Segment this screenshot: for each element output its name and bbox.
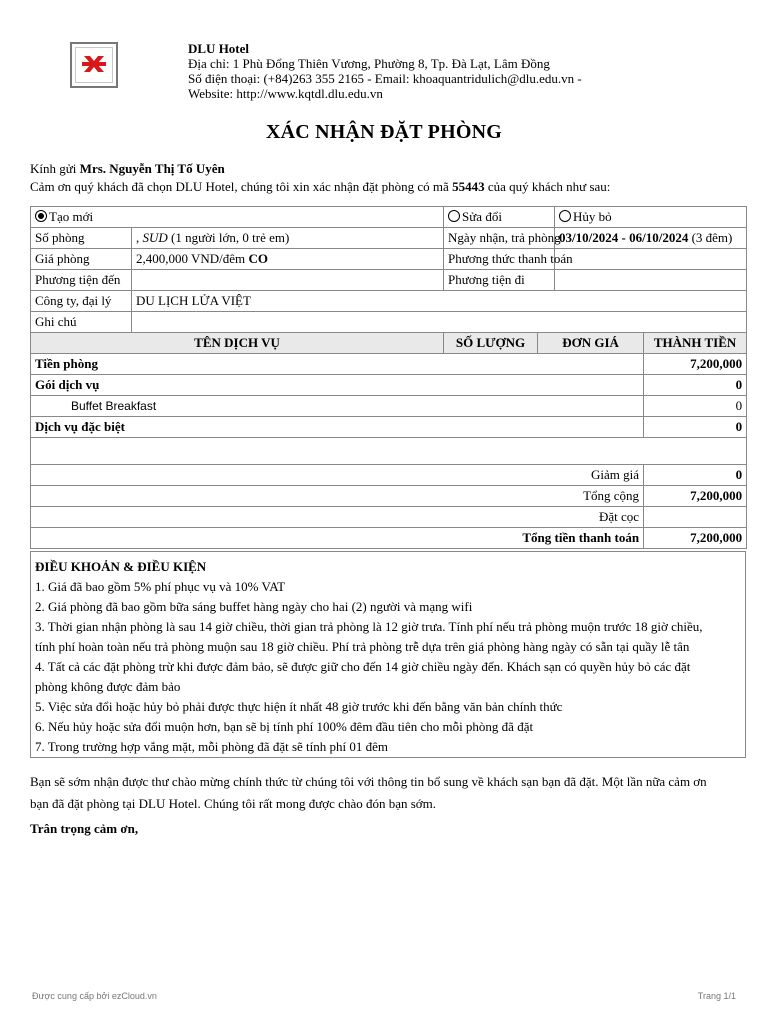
status-cancel[interactable] xyxy=(555,207,747,228)
broken-image-icon xyxy=(82,52,106,76)
room-charge-amount: 7,200,000 xyxy=(644,354,747,375)
radio-checked-icon[interactable] xyxy=(35,210,47,222)
service-row-package xyxy=(31,375,747,396)
deposit-amount xyxy=(644,507,747,528)
payment-value xyxy=(555,249,747,270)
room-prefix: , xyxy=(136,230,143,245)
radio-unchecked-icon[interactable] xyxy=(448,210,460,222)
room-value xyxy=(132,228,444,249)
package-item-amount: 0 xyxy=(644,396,747,417)
service-row-room xyxy=(31,354,747,375)
total-row-discount xyxy=(31,465,747,486)
dates-label: Ngày nhận, trả phòng xyxy=(444,228,555,249)
room-label: Số phòng xyxy=(31,228,132,249)
sign-off: Trân trọng cảm ơn, xyxy=(30,821,139,836)
spacer-cell xyxy=(31,438,747,465)
info-row-company xyxy=(31,291,747,312)
price-label: Giá phòng xyxy=(31,249,132,270)
info-row-room xyxy=(31,228,747,249)
radio-unchecked-icon[interactable] xyxy=(559,210,571,222)
hotel-address: Địa chỉ: 1 Phù Đổng Thiên Vương, Phường 8, Tp. Đà Lạt, Lâm Đồng xyxy=(188,56,550,71)
status-edit-label: Sửa đổi xyxy=(462,209,502,224)
info-row-transport xyxy=(31,270,747,291)
terms-line: phòng không được đảm bảo xyxy=(35,679,181,694)
guest-name: Mrs. Nguyễn Thị Tố Uyên xyxy=(79,161,225,176)
hotel-name: DLU Hotel xyxy=(188,41,250,56)
status-cancel-label: Hủy bỏ xyxy=(573,209,612,224)
hotel-logo-placeholder xyxy=(70,42,118,88)
booking-code: 55443 xyxy=(452,179,485,194)
company-value: DU LỊCH LỬA VIỆT xyxy=(132,291,747,312)
spacer-row xyxy=(31,438,747,465)
package-amount: 0 xyxy=(644,375,747,396)
closing-paragraph xyxy=(30,771,746,815)
hotel-website: Website: http://www.kqtdl.dlu.edu.vn xyxy=(188,86,383,101)
deposit-label: Đặt cọc xyxy=(31,507,644,528)
discount-label: Giảm giá xyxy=(31,465,644,486)
room-charge-label: Tiền phòng xyxy=(31,354,644,375)
total-amount: 7,200,000 xyxy=(644,486,747,507)
confirmation-line xyxy=(30,178,610,196)
confirmation-pre: Cảm ơn quý khách đã chọn DLU Hotel, chúng tôi xin xác nhận đặt phòng có mã xyxy=(30,179,453,194)
services-header xyxy=(31,333,747,354)
service-row-package-item xyxy=(31,396,747,417)
price-value xyxy=(132,249,444,270)
greeting-line xyxy=(30,160,610,178)
header-amount: THÀNH TIỀN xyxy=(644,333,747,354)
info-row-notes xyxy=(31,312,747,333)
total-row-grand xyxy=(31,528,747,549)
room-guests: (1 người lớn, 0 trẻ em) xyxy=(167,230,290,245)
departure-value xyxy=(555,270,747,291)
arrival-label: Phương tiện đến xyxy=(31,270,132,291)
price-plan: CO xyxy=(248,251,268,266)
stay-nights: (3 đêm) xyxy=(688,230,733,245)
hotel-phone-email: Số điện thoại: (+84)263 355 2165 - Email: khoaquantridulich@dlu.edu.vn - xyxy=(188,71,582,86)
terms-title: ĐIỀU KHOẢN & ĐIỀU KIỆN xyxy=(35,559,207,574)
closing-line: Bạn sẽ sớm nhận được thư chào mừng chính thức từ chúng tôi với thông tin bổ sung về khách sạn bạn đã đặt. Một lần nữa cảm ơn xyxy=(30,774,707,789)
room-price: 2,400,000 VND/đêm xyxy=(136,251,249,266)
terms-line: 3. Thời gian nhận phòng là sau 14 giờ chiều, thời gian trả phòng là 12 giờ trưa. Tính phí nếu trả phòng muộn trước 18 giờ chiều, xyxy=(35,619,703,634)
footer-provider: Được cung cấp bởi ezCloud.vn xyxy=(32,991,157,1001)
departure-label: Phương tiện đi xyxy=(444,270,555,291)
package-label: Gói dịch vụ xyxy=(31,375,644,396)
terms-line: 6. Nếu hủy hoặc sửa đổi muộn hơn, bạn sẽ bị tính phí 100% đêm đầu tiên cho mỗi phòng đã đặt xyxy=(35,719,534,734)
info-row-price xyxy=(31,249,747,270)
terms-line: 4. Tất cả các đặt phòng trừ khi được đảm bảo, sẽ được giữ cho đến 14 giờ chiều ngày đến. Khách sạn có quyền hủy bỏ các đặt xyxy=(35,659,691,674)
discount-amount: 0 xyxy=(644,465,747,486)
closing-line: bạn đã đặt phòng tại DLU Hotel. Chúng tôi rất mong được chào đón bạn sớm. xyxy=(30,796,437,811)
special-amount: 0 xyxy=(644,417,747,438)
greeting-prefix: Kính gửi xyxy=(30,161,80,176)
status-new-label: Tạo mới xyxy=(49,209,94,224)
dates-value xyxy=(555,228,747,249)
status-new[interactable] xyxy=(31,207,444,228)
company-label: Công ty, đại lý xyxy=(31,291,132,312)
stay-dates: 03/10/2024 - 06/10/2024 xyxy=(559,230,689,245)
confirmation-post: của quý khách như sau: xyxy=(484,179,611,194)
header-unit-price: ĐƠN GIÁ xyxy=(538,333,644,354)
notes-label: Ghi chú xyxy=(31,312,132,333)
page-title: XÁC NHẬN ĐẶT PHÒNG xyxy=(265,121,502,143)
grand-total-amount: 7,200,000 xyxy=(644,528,747,549)
terms-box xyxy=(30,551,746,758)
terms-line: 1. Giá đã bao gồm 5% phí phục vụ và 10% VAT xyxy=(35,579,286,594)
arrival-value xyxy=(132,270,444,291)
greeting xyxy=(30,160,610,196)
hotel-info xyxy=(188,41,582,101)
special-label: Dịch vụ đặc biệt xyxy=(31,417,644,438)
status-row xyxy=(31,207,747,228)
terms-line: tính phí hoàn toàn nếu trả phòng muộn sau 18 giờ chiều. Phí trả phòng trễ dựa trên giá phòng hàng ngày có sẵn tại quầy lễ tân xyxy=(35,639,690,654)
room-type: SUD xyxy=(142,230,168,245)
header-service-name: TÊN DỊCH VỤ xyxy=(31,333,444,354)
header-quantity: SỐ LƯỢNG xyxy=(444,333,538,354)
total-row-deposit xyxy=(31,507,747,528)
footer-page-number: Trang 1/1 xyxy=(697,991,736,1001)
total-label: Tổng cộng xyxy=(31,486,644,507)
payment-label: Phương thức thanh toán xyxy=(444,249,555,270)
package-item-label: Buffet Breakfast xyxy=(31,396,644,417)
total-row-subtotal xyxy=(31,486,747,507)
booking-table xyxy=(30,206,747,549)
terms-line: 2. Giá phòng đã bao gồm bữa sáng buffet hàng ngày cho hai (2) người và mạng wifi xyxy=(35,599,473,614)
grand-total-label: Tổng tiền thanh toán xyxy=(31,528,644,549)
terms-line: 7. Trong trường hợp vắng mặt, mỗi phòng đã đặt sẽ tính phí 01 đêm xyxy=(35,739,388,754)
status-edit[interactable] xyxy=(444,207,555,228)
service-row-special xyxy=(31,417,747,438)
terms-line: 5. Việc sửa đổi hoặc hủy bỏ phải được thực hiện ít nhất 48 giờ trước khi đến bằng văn bản chính thức xyxy=(35,699,563,714)
notes-value xyxy=(132,312,747,333)
